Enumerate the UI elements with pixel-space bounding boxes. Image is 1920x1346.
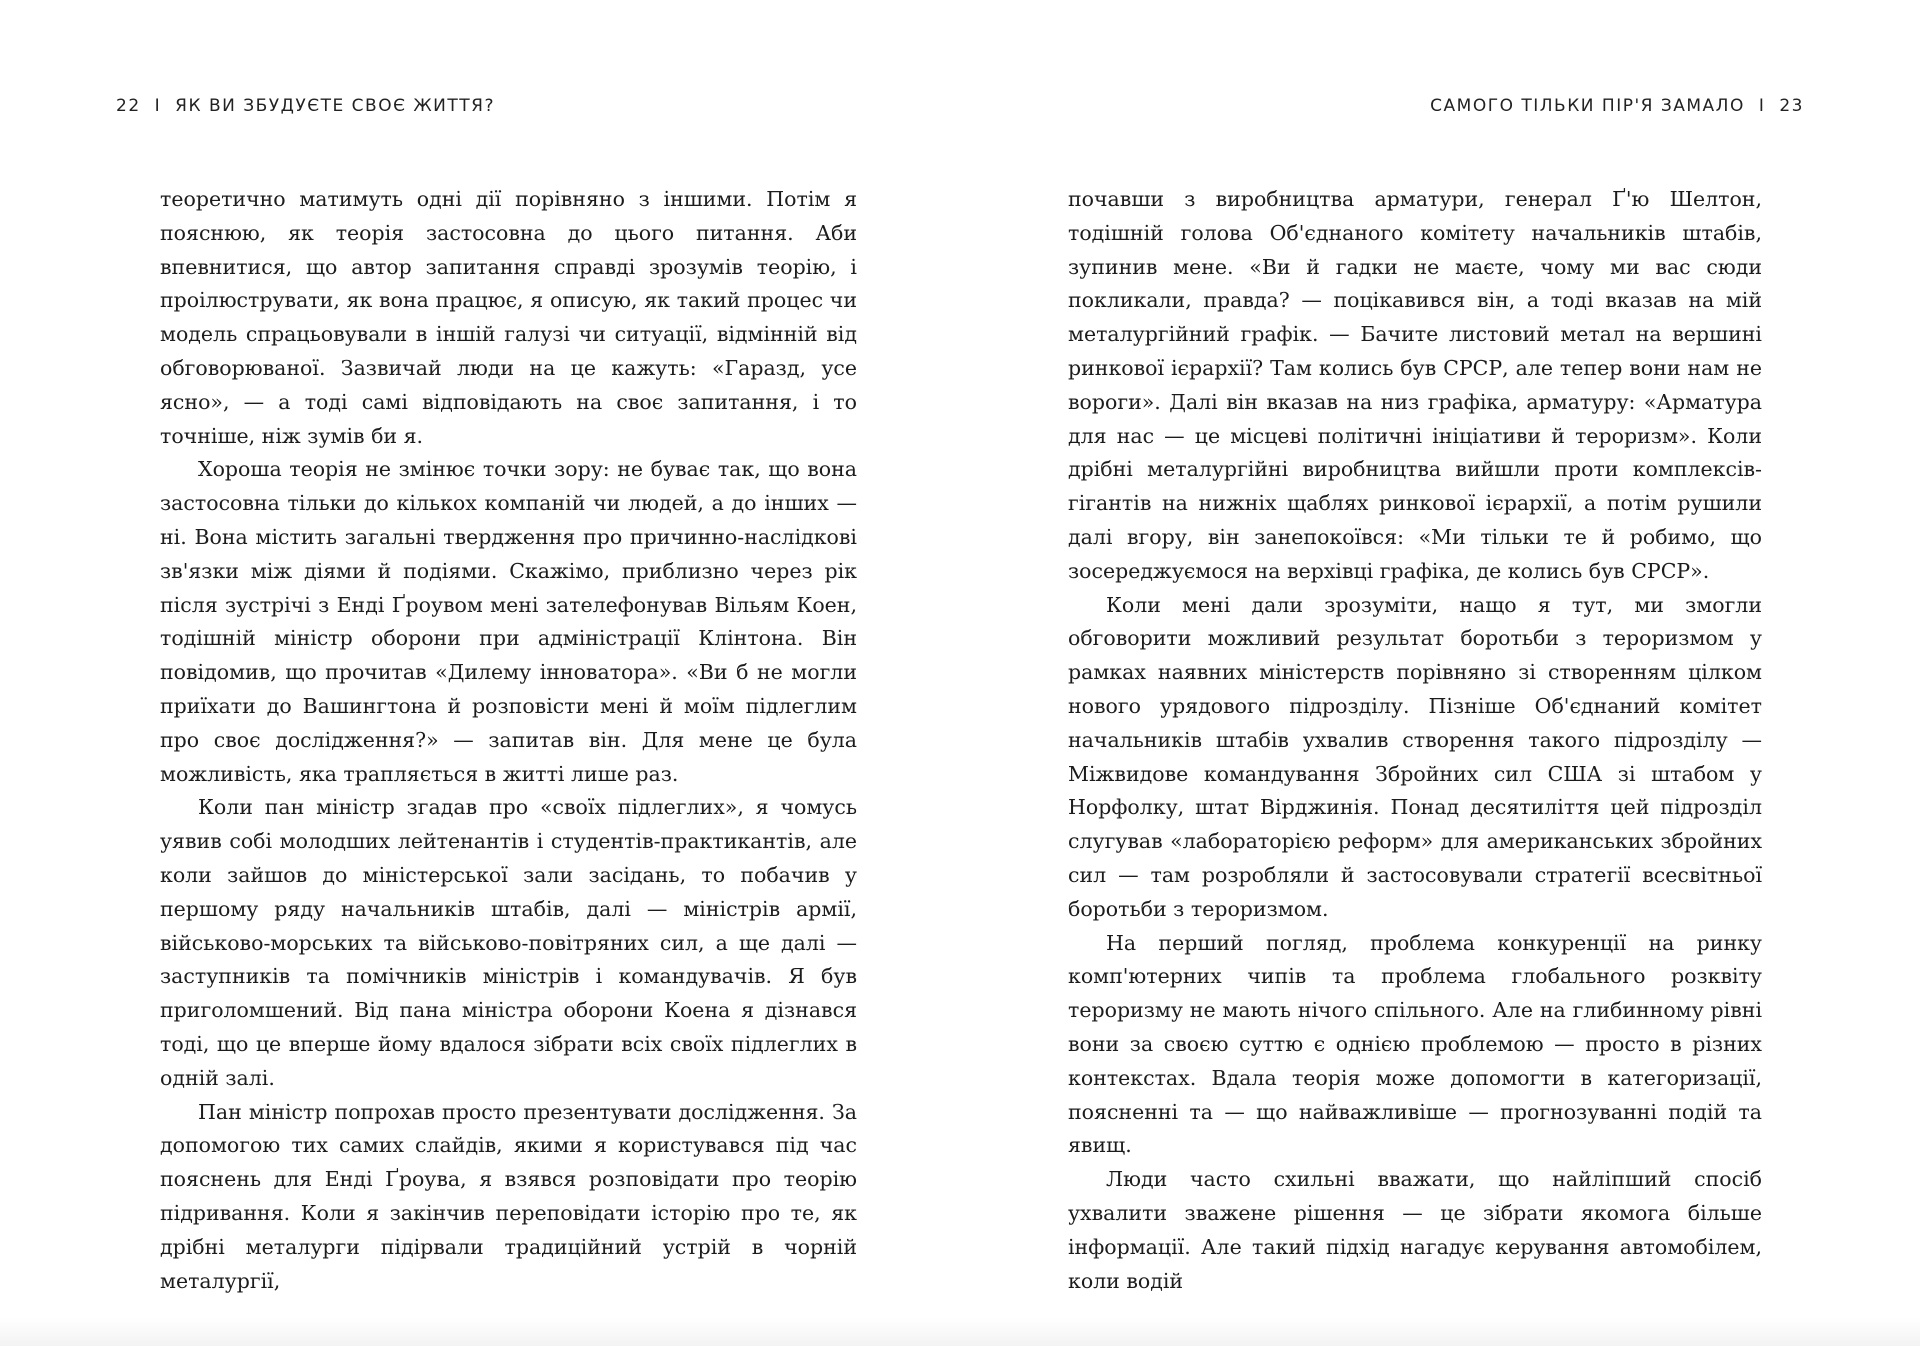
paragraph: Хороша теорія не змінює точки зору: не буває так, що вона застосовна тільки до кількох компаній чи людей, а до інших — ні. Вона містить загальні твердження про причинно-наслідкові зв'язки між діями й подіями. Скажімо, приблизно через рік після зустрічі з Енді Ґроувом мені зателефонував Вільям Коен, тодішній міністр оборони при адміністрації Клінтона. Він повідомив, що прочитав «Дилему інноватора». «Ви б не могли приїхати до Вашингтона й розповісти мені й моїм підлеглим про своє дослідження?» — запитав він. Для мене це була можливість, яка трапляється в житті лише раз. bbox=[160, 457, 857, 786]
paragraph: На перший погляд, проблема конкуренції на ринку комп'ютерних чипів та проблема глобального розквіту тероризму не мають нічого спільного. Але на глибинному рівні вони за своєю суттю є однією проблемою — просто в різних контекстах. Вдала теорія може допомогти в категоризації, поясненні та — що найважливіше — прогнозуванні подій та явищ. bbox=[1068, 930, 1762, 1158]
paragraph: почавши з виробництва арматури, генерал Ґ'ю Шелтон, тодішній голова Об'єднаного комітету начальників штабів, зупинив мене. «Ви й гадки не маєте, чому ми вас сюди покликали, правда? — поцікавився він, а тоді вказав на мій металургійний графік. — Бачите листовий метал на вершині ринкової ієрархії? Там колись був СРСР, але тепер вони нам не вороги». Далі він вказав на низ графіка, арматуру: «Арматура для нас — це місцеві політичні ініціативи й тероризм». Коли дрібні металургійні виробництва вийшли проти комплексів-гігантів на нижніх щаблях ринкової ієрархії, а потім рушили далі вгору, він занепокоївся: «Ми тільки те й робимо, що зосереджуємося на верхівці графіка, де колись був СРСР». bbox=[1068, 187, 1762, 583]
paragraph: Люди часто схильні вважати, що найліпший спосіб ухвалити зважене рішення — це зібрати якомога більше інформації. Але такий підхід нагадує керування автомобілем, коли водій bbox=[1068, 1167, 1762, 1293]
left-page-number: 22 bbox=[116, 96, 141, 116]
left-head-separator: I bbox=[154, 96, 162, 116]
paragraph: Коли мені дали зрозуміти, нащо я тут, ми змогли обговорити можливий результат боротьби з тероризмом у рамках наявних міністерств порівняно зі створенням цілком нового урядового підрозділу. Пізніше Об'єднаний комітет начальників штабів ухвалив створення такого підрозділу — Міжвидове командування Збройних сил США зі штабом у Норфолку, штат Вірджинія. Понад десятиліття цей підрозділ слугував «лабораторією реформ» для американських збройних сил — там розробляли й застосовували стратегії всесвітньої боротьби з тероризмом. bbox=[1068, 592, 1762, 921]
left-chapter-title: ЯК ВИ ЗБУДУЄТЕ СВОЄ ЖИТТЯ? bbox=[175, 96, 496, 116]
left-page-body bbox=[160, 183, 857, 1298]
paragraph: Пан міністр попрохав просто презентувати дослідження. За допомогою тих самих слайдів, якими я користувався під час пояснень для Енді Ґроува, я взявся розповідати про теорію підривання. Коли я закінчив переповідати історію про те, як дрібні металурги підірвали традиційний устрій в чорній металургії, bbox=[160, 1099, 857, 1293]
paragraph: теоретично матимуть одні дії порівняно з іншими. Потім я пояснюю, як теорія застосовна до цього питання. Аби впевнитися, що автор запитання справді зрозумів теорію, і проілюструвати, як вона працює, я описую, як такий процес чи модель спрацьовували в іншій галузі чи ситуації, відмінній від обговорюваної. Зазвичай люди на це кажуть: «Гаразд, усе ясно», — а тоді самі відповідають на своє запитання, і то точніше, ніж зумів би я. bbox=[160, 187, 857, 448]
right-page-body bbox=[1068, 183, 1762, 1298]
right-chapter-title: САМОГО ТІЛЬКИ ПІР'Я ЗАМАЛО bbox=[1430, 96, 1745, 116]
paragraph: Коли пан міністр згадав про «своїх підлеглих», я чомусь уявив собі молодших лейтенантів і студентів-практикантів, але коли зайшов до міністерської зали засідань, то побачив у першому ряду начальників штабів, далі — міністрів армії, військово-морських та військово-повітряних сил, а ще далі — заступників та помічників міністрів і командувачів. Я був приголомшений. Від пана міністра оборони Коена я дізнався тоді, що це вперше йому вдалося зібрати всіх своїх підлеглих в одній залі. bbox=[160, 795, 857, 1090]
left-running-head bbox=[116, 96, 495, 116]
right-head-separator: I bbox=[1758, 96, 1766, 116]
right-running-head bbox=[1430, 96, 1804, 116]
right-page-number: 23 bbox=[1779, 96, 1804, 116]
page-bottom-shadow bbox=[0, 1318, 1920, 1346]
